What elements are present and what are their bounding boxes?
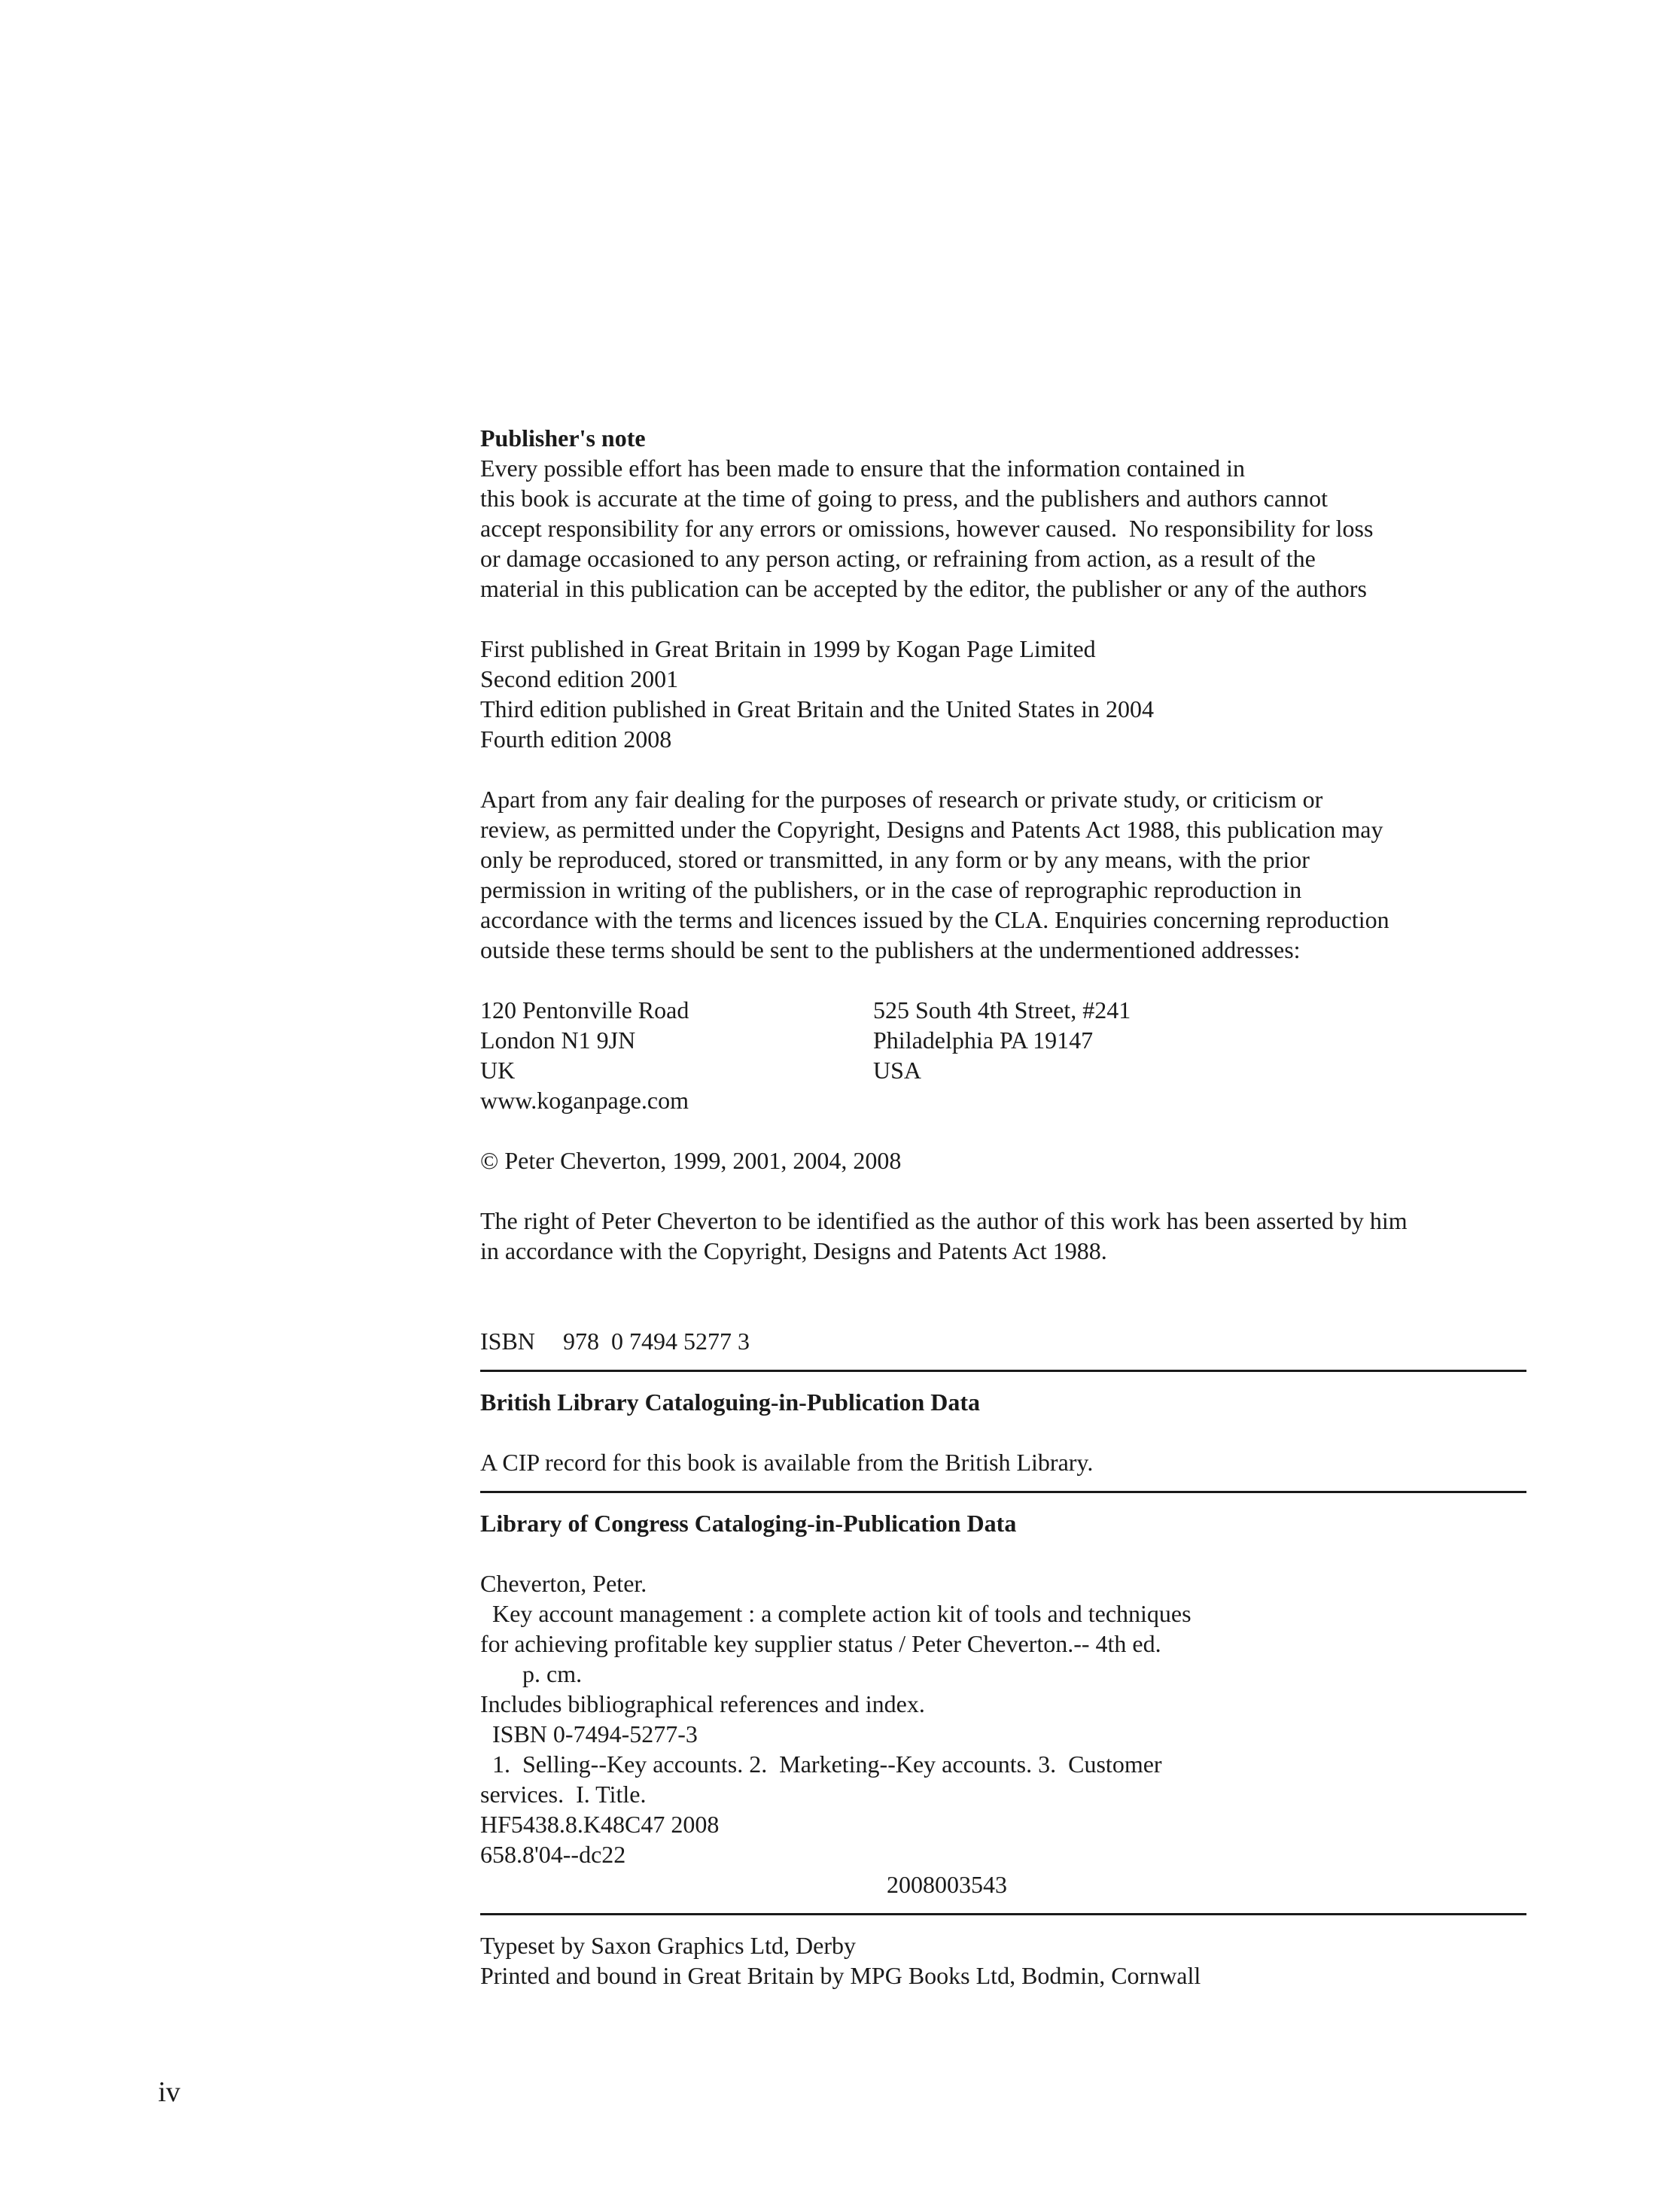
us-address-line: 525 South 4th Street, #241 [873,996,1131,1024]
edition-history [480,634,1526,754]
loc-line: 658.8'04--dc22 [480,1841,626,1868]
edition-line: Second edition 2001 [480,665,679,692]
isbn-value: 978 0 7494 5277 3 [563,1328,750,1355]
loc-line: HF5438.8.K48C47 2008 [480,1811,720,1838]
loc-line: services. I. Title. [480,1781,647,1808]
loc-line: Includes bibliographical references and index. [480,1690,925,1717]
british-library-heading: British Library Cataloguing-in-Publication Data [480,1389,981,1416]
production-line: Printed and bound in Great Britain by MPG Books Ltd, Bodmin, Cornwall [480,1962,1201,1989]
publishers-note-line: material in this publication can be accepted by the editor, the publisher or any of the authors [480,575,1367,602]
copyright-notice: © Peter Cheverton, 1999, 2001, 2004, 2008 [480,1147,902,1174]
rights-line: Apart from any fair dealing for the purposes of research or private study, or criticism or [480,786,1323,813]
british-library-cip [480,1387,1526,1477]
loc-line: ISBN 0-7494-5277-3 [480,1720,698,1747]
publishers-note-line: Every possible effort has been made to ensure that the information contained in [480,455,1245,482]
publisher-addresses [480,995,1526,1115]
uk-address-line: London N1 9JN [480,1027,636,1054]
moral-rights [480,1206,1526,1266]
rights-line: review, as permitted under the Copyright, Designs and Patents Act 1988, this publication may [480,816,1383,843]
edition-line: First published in Great Britain in 1999 by Kogan Page Limited [480,635,1096,662]
publishers-note-line: accept responsibility for any errors or omissions, however caused. No responsibility for loss [480,515,1374,542]
rights-line: permission in writing of the publishers, or in the case of reprographic reproduction in [480,876,1302,903]
production-line: Typeset by Saxon Graphics Ltd, Derby [480,1932,856,1959]
loc-line: Cheverton, Peter. [480,1570,647,1597]
moral-rights-line: The right of Peter Cheverton to be identified as the author of this work has been asserted by him [480,1207,1408,1234]
uk-address-line: 120 Pentonville Road [480,996,689,1024]
uk-address-line: UK [480,1057,516,1084]
loc-heading: Library of Congress Cataloging-in-Publication Data [480,1510,1017,1537]
library-of-congress-cip [480,1508,1526,1900]
imprint-content [480,423,1526,1991]
publishers-note-line: this book is accurate at the time of going to press, and the publishers and authors cannot [480,485,1328,512]
loc-line: Key account management : a complete action kit of tools and techniques [480,1600,1192,1627]
publishers-note [480,423,1526,604]
edition-line: Third edition published in Great Britain and the United States in 2004 [480,695,1154,722]
rights-statement [480,784,1526,965]
rights-line: outside these terms should be sent to the publishers at the undermentioned addresses: [480,936,1301,963]
loc-line: p. cm. [480,1660,583,1687]
us-address-line: USA [873,1057,922,1084]
moral-rights-line: in accordance with the Copyright, Designs and Patents Act 1988. [480,1237,1107,1264]
loc-line: 1. Selling--Key accounts. 2. Marketing--Key accounts. 3. Customer [480,1751,1162,1778]
us-address [873,995,1400,1115]
isbn [480,1326,1526,1356]
isbn-label: ISBN [480,1328,535,1355]
publishers-note-heading: Publisher's note [480,424,646,452]
loc-line: for achieving profitable key supplier status / Peter Cheverton.-- 4th ed. [480,1630,1161,1657]
edition-line: Fourth edition 2008 [480,725,672,753]
loc-control-number: 2008003543 [887,1871,1007,1898]
uk-address [480,995,873,1115]
production-credits [480,1930,1526,1991]
publisher-website: www.koganpage.com [480,1087,689,1114]
us-address-line: Philadelphia PA 19147 [873,1027,1094,1054]
rights-line: accordance with the terms and licences issued by the CLA. Enquiries concerning reproduction [480,906,1389,933]
british-library-text: A CIP record for this book is available from the British Library. [480,1449,1094,1476]
rights-line: only be reproduced, stored or transmitted, in any form or by any means, with the prior [480,846,1310,873]
publishers-note-line: or damage occasioned to any person acting, or refraining from action, as a result of the [480,545,1316,572]
page-number: iv [158,2076,181,2108]
